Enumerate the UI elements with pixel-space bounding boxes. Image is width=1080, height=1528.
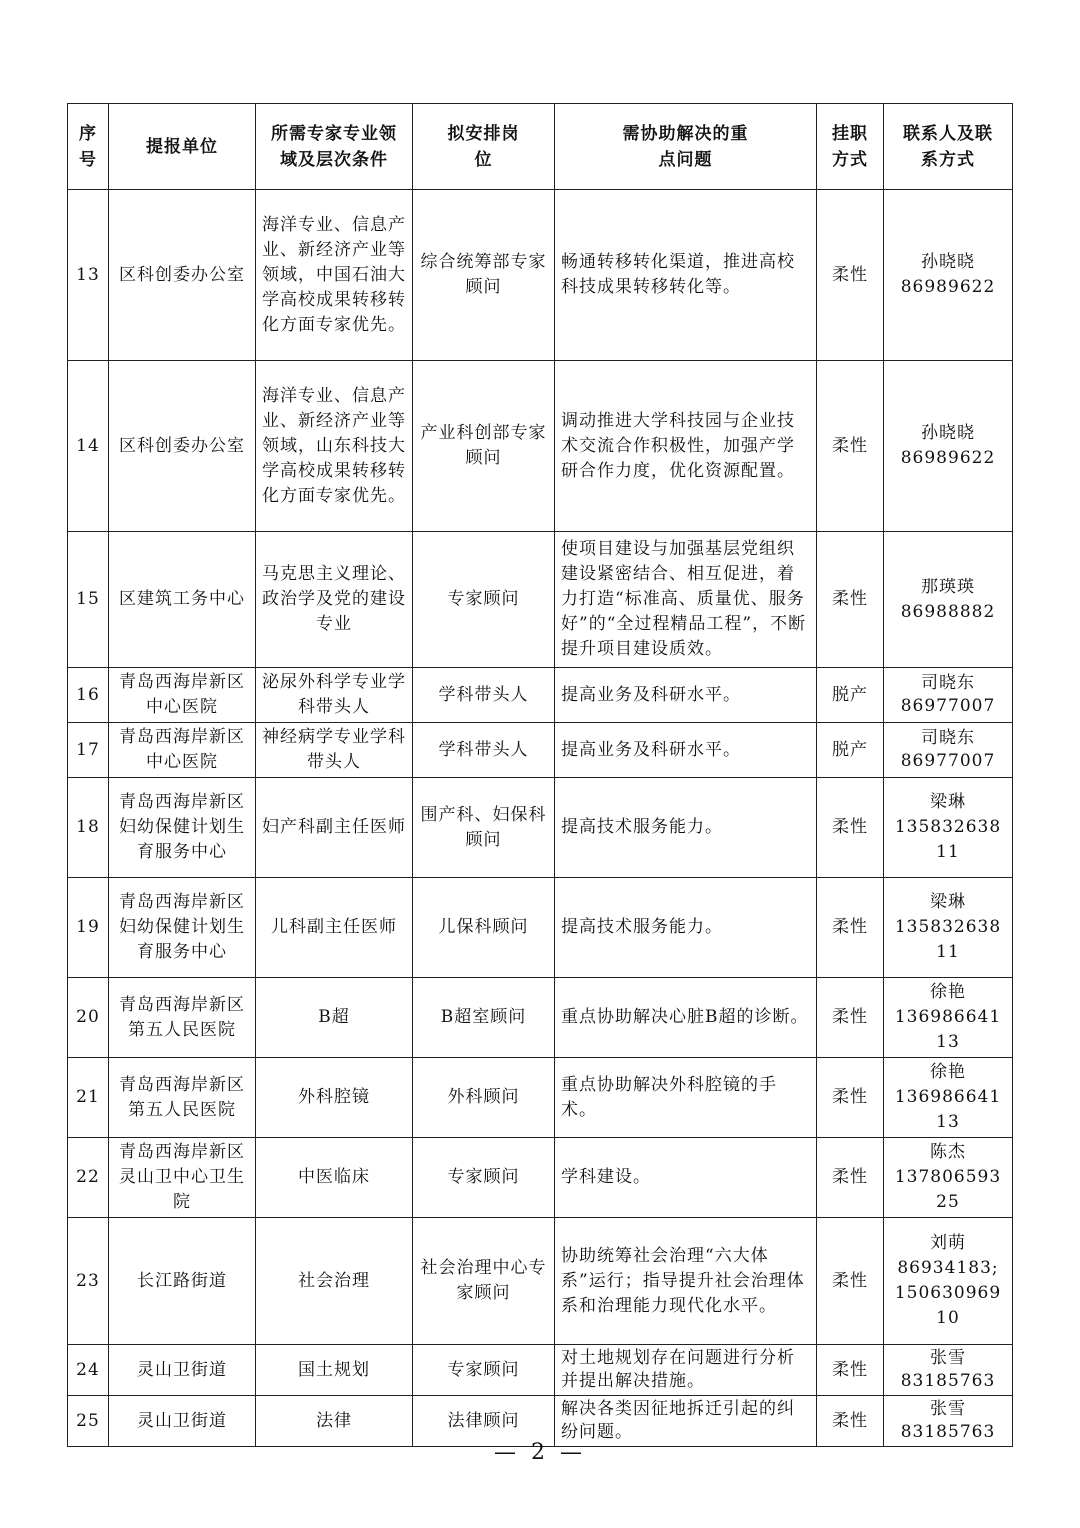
table-row: [68, 978, 1013, 1058]
contact-phone: 86989622: [900, 277, 996, 297]
header-contact: 联系人及联系方式: [884, 104, 1013, 190]
header-seq: 序号: [68, 104, 109, 190]
row-problem: 调动推进大学科技园与企业技术交流合作积极性，加强产学研合作力度，优化资源配置。: [555, 361, 817, 532]
header-problem: 需协助解决的重点问题: [555, 104, 817, 190]
row-mode: 柔性: [817, 532, 884, 668]
row-mode: 柔性: [817, 778, 884, 878]
contact-phone: 13583263811: [894, 917, 1002, 962]
row-problem: 使项目建设与加强基层党组织建设紧密结合、相互促进，着力打造“标准高、质量优、服务好”的“全过程精品工程”，不断提升项目建设质效。: [555, 532, 817, 668]
row-mode: 柔性: [817, 878, 884, 978]
row-seq: 16: [68, 668, 109, 723]
expert-demand-table: [67, 103, 1013, 1447]
row-post: B超室顾问: [413, 978, 555, 1058]
row-problem: 提高业务及科研水平。: [555, 723, 817, 778]
row-mode: 柔性: [817, 190, 884, 361]
table-row: [68, 878, 1013, 978]
header-unit: 提报单位: [109, 104, 256, 190]
row-contact: [884, 878, 1013, 978]
row-expert: 社会治理: [256, 1218, 413, 1345]
row-contact: [884, 978, 1013, 1058]
row-expert: 马克思主义理论、政治学及党的建设专业: [256, 532, 413, 668]
row-unit: 区科创委办公室: [109, 190, 256, 361]
row-problem: 提高技术服务能力。: [555, 878, 817, 978]
row-seq: 24: [68, 1345, 109, 1396]
contact-name: 梁琳: [930, 792, 966, 812]
row-expert: 法律: [256, 1396, 413, 1447]
row-post: 社会治理中心专家顾问: [413, 1218, 555, 1345]
contact-phone: 86988882: [900, 601, 996, 622]
row-post: 外科顾问: [413, 1058, 555, 1138]
row-seq: 21: [68, 1058, 109, 1138]
row-problem: 对土地规划存在问题进行分析并提出解决措施。: [555, 1345, 817, 1396]
table-row: [68, 1345, 1013, 1396]
row-post: 儿保科顾问: [413, 878, 555, 978]
contact-phone: 83185763: [900, 1371, 996, 1391]
row-unit: 长江路街道: [109, 1218, 256, 1345]
page-number: — 2 —: [494, 1440, 586, 1465]
contact-name: 司晓东: [921, 728, 975, 748]
row-mode: 柔性: [817, 1396, 884, 1447]
row-post: 专家顾问: [413, 1345, 555, 1396]
row-mode: 柔性: [817, 978, 884, 1058]
contact-name: 张雪: [930, 1399, 966, 1419]
row-contact: [884, 778, 1013, 878]
row-expert: 妇产科副主任医师: [256, 778, 413, 878]
row-contact: [884, 668, 1013, 723]
table-row: [68, 532, 1013, 668]
header-post: 拟安排岗位: [413, 104, 555, 190]
row-mode: 柔性: [817, 1058, 884, 1138]
row-seq: 19: [68, 878, 109, 978]
row-mode: 柔性: [817, 1138, 884, 1218]
row-mode: 柔性: [817, 361, 884, 532]
row-mode: 脱产: [817, 723, 884, 778]
row-expert: B超: [256, 978, 413, 1058]
table-row: [68, 190, 1013, 361]
row-expert: 国土规划: [256, 1345, 413, 1396]
row-contact: [884, 723, 1013, 778]
table-row: [68, 1396, 1013, 1447]
contact-phone-2: 15063096910: [894, 1283, 1002, 1328]
row-expert: 海洋专业、信息产业、新经济产业等领域，中国石油大学高校成果转移转化方面专家优先。: [256, 190, 413, 361]
contact-name: 孙晓晓: [921, 252, 975, 272]
contact-phone: 86977007: [900, 751, 996, 771]
row-unit: 青岛西海岸新区第五人民医院: [109, 978, 256, 1058]
contact-name: 孙晓晓: [921, 423, 975, 443]
row-problem: 学科建设。: [555, 1138, 817, 1218]
row-contact: [884, 1345, 1013, 1396]
contact-phone: 13698664113: [894, 1007, 1002, 1052]
table-row: [68, 1138, 1013, 1218]
header-mode: 挂职方式: [817, 104, 884, 190]
row-post: 专家顾问: [413, 532, 555, 668]
row-contact: [884, 1138, 1013, 1218]
row-expert: 海洋专业、信息产业、新经济产业等领域，山东科技大学高校成果转移转化方面专家优先。: [256, 361, 413, 532]
contact-name: 徐艳: [930, 982, 966, 1002]
row-unit: 区建筑工务中心: [109, 532, 256, 668]
row-seq: 15: [68, 532, 109, 668]
contact-name: 陈杰: [930, 1142, 966, 1162]
row-problem: 提高业务及科研水平。: [555, 668, 817, 723]
row-seq: 25: [68, 1396, 109, 1447]
contact-name: 张雪: [930, 1348, 966, 1368]
row-unit: 青岛西海岸新区中心医院: [109, 668, 256, 723]
row-unit: 青岛西海岸新区第五人民医院: [109, 1058, 256, 1138]
row-problem: 解决各类因征地拆迁引起的纠纷问题。: [555, 1396, 817, 1447]
contact-name: 梁琳: [930, 892, 966, 912]
row-contact: [884, 1396, 1013, 1447]
row-expert: 儿科副主任医师: [256, 878, 413, 978]
contact-name: 那瑛瑛: [921, 576, 975, 597]
contact-name: 司晓东: [921, 673, 975, 693]
row-expert: 泌尿外科学专业学科带头人: [256, 668, 413, 723]
row-contact: [884, 361, 1013, 532]
row-seq: 17: [68, 723, 109, 778]
table-row: [68, 668, 1013, 723]
row-seq: 13: [68, 190, 109, 361]
contact-phone: 13583263811: [894, 817, 1002, 862]
header-expert: 所需专家专业领域及层次条件: [256, 104, 413, 190]
row-problem: 提高技术服务能力。: [555, 778, 817, 878]
row-unit: 青岛西海岸新区灵山卫中心卫生院: [109, 1138, 256, 1218]
row-post: 法律顾问: [413, 1396, 555, 1447]
contact-phone: 13780659325: [894, 1167, 1002, 1212]
row-contact: [884, 190, 1013, 361]
table-row: [68, 778, 1013, 878]
contact-name: 刘萌: [930, 1233, 966, 1253]
row-unit: 灵山卫街道: [109, 1345, 256, 1396]
row-contact: [884, 1058, 1013, 1138]
row-seq: 22: [68, 1138, 109, 1218]
table-row: [68, 723, 1013, 778]
row-mode: 脱产: [817, 668, 884, 723]
contact-phone: 86989622: [900, 448, 996, 468]
row-post: 学科带头人: [413, 723, 555, 778]
row-post: 学科带头人: [413, 668, 555, 723]
row-contact: [884, 1218, 1013, 1345]
row-mode: 柔性: [817, 1345, 884, 1396]
row-seq: 23: [68, 1218, 109, 1345]
row-seq: 20: [68, 978, 109, 1058]
row-expert: 神经病学专业学科带头人: [256, 723, 413, 778]
row-mode: 柔性: [817, 1218, 884, 1345]
row-expert: 外科腔镜: [256, 1058, 413, 1138]
row-post: 专家顾问: [413, 1138, 555, 1218]
row-contact: [884, 532, 1013, 668]
row-post: 产业科创部专家顾问: [413, 361, 555, 532]
table-row: [68, 1218, 1013, 1345]
contact-phone: 86934183;: [897, 1258, 999, 1278]
row-unit: 青岛西海岸新区中心医院: [109, 723, 256, 778]
contact-phone: 13698664113: [894, 1087, 1002, 1132]
contact-name: 徐艳: [930, 1062, 966, 1082]
row-seq: 18: [68, 778, 109, 878]
row-post: 围产科、妇保科顾问: [413, 778, 555, 878]
contact-phone: 86977007: [900, 696, 996, 716]
row-problem: 重点协助解决心脏B超的诊断。: [555, 978, 817, 1058]
row-unit: 青岛西海岸新区妇幼保健计划生育服务中心: [109, 778, 256, 878]
table-header-row: [68, 104, 1013, 190]
row-post: 综合统筹部专家顾问: [413, 190, 555, 361]
row-problem: 重点协助解决外科腔镜的手术。: [555, 1058, 817, 1138]
row-unit: 区科创委办公室: [109, 361, 256, 532]
row-expert: 中医临床: [256, 1138, 413, 1218]
table-row: [68, 1058, 1013, 1138]
row-seq: 14: [68, 361, 109, 532]
row-unit: 灵山卫街道: [109, 1396, 256, 1447]
table-row: [68, 361, 1013, 532]
row-problem: 畅通转移转化渠道，推进高校科技成果转移转化等。: [555, 190, 817, 361]
row-problem: 协助统筹社会治理“六大体系”运行；指导提升社会治理体系和治理能力现代化水平。: [555, 1218, 817, 1345]
row-unit: 青岛西海岸新区妇幼保健计划生育服务中心: [109, 878, 256, 978]
contact-phone: 83185763: [900, 1422, 996, 1442]
